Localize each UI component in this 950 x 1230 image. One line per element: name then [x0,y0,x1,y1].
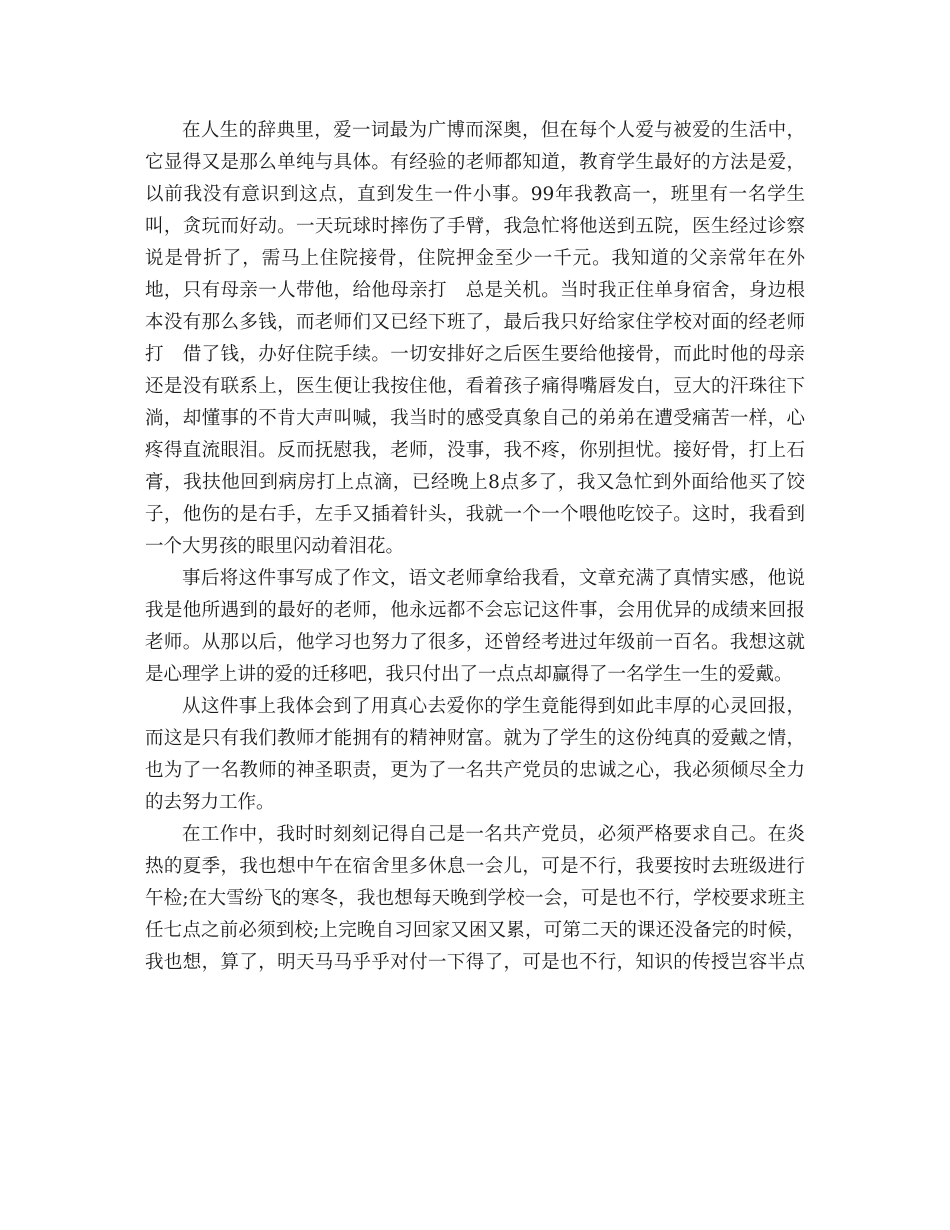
paragraph-1 [145,115,805,563]
text-line: 疼得直流眼泪。反而抚慰我，老师，没事，我不疼，你别担忧。接好骨，打上石 [145,440,805,461]
text-line: 事后将这件事写成了作文，语文老师拿给我看，文章充满了真情实感，他说 [182,568,805,589]
text-line: 而这是只有我们教师才能拥有的精神财富。就为了学生的这份纯真的爱戴之情， [145,728,805,749]
paragraph-4 [145,819,805,979]
text-line: 它显得又是那么单纯与具体。有经验的老师都知道，教育学生最好的方法是爱， [145,152,805,173]
text-line: 淌，却懂事的不肯大声叫喊，我当时的感受真象自己的弟弟在遭受痛苦一样，心 [145,408,805,429]
text-line: 子，他伤的是右手，左手又插着针头，我就一个一个喂他吃饺子。这时，我看到 [145,504,805,525]
paragraph-2 [145,563,805,691]
text-line: 在人生的辞典里，爱一词最为广博而深奥，但在每个人爱与被爱的生活中， [182,120,805,141]
text-line: 老师。从那以后，他学习也努力了很多，还曾经考进过年级前一百名。我想这就 [145,632,805,653]
text-line: 我也想，算了，明天马马乎乎对付一下得了，可是也不行，知识的传授岂容半点 [145,952,805,973]
text-line: 还是没有联系上，医生便让我按住他，看着孩子痛得嘴唇发白，豆大的汗珠往下 [145,376,805,397]
text-line: 说是骨折了，需马上住院接骨，住院押金至少一千元。我知道的父亲常年在外 [145,248,805,269]
text-line: 从这件事上我体会到了用真心去爱你的学生竟能得到如此丰厚的心灵回报， [182,696,805,717]
text-line: 地，只有母亲一人带他，给他母亲打 总是关机。当时我正住单身宿舍，身边根 [145,280,805,301]
text-line: 一个大男孩的眼里闪动着泪花。 [145,536,405,557]
text-line: 任七点之前必须到校;上完晚自习回家又困又累，可第二天的课还没备完的时候， [145,920,805,941]
text-line: 膏，我扶他回到病房打上点滴，已经晚上8点多了，我又急忙到外面给他买了饺 [145,472,805,493]
text-line: 以前我没有意识到这点，直到发生一件小事。99年我教高一，班里有一名学生 [145,184,805,205]
text-line: 在工作中，我时时刻刻记得自己是一名共产党员，必须严格要求自己。在炎 [182,824,805,845]
text-line: 午检;在大雪纷飞的寒冬，我也想每天晚到学校一会，可是也不行，学校要求班主 [145,888,805,909]
text-line: 叫，贪玩而好动。一天玩球时摔伤了手臂，我急忙将他送到五院，医生经过诊察 [145,216,805,237]
text-line: 的去努力工作。 [145,792,275,813]
text-line: 我是他所遇到的最好的老师，他永远都不会忘记这件事，会用优异的成绩来回报 [145,600,805,621]
document-body [145,115,805,979]
text-line: 是心理学上讲的爱的迁移吧，我只付出了一点点却赢得了一名学生一生的爱戴。 [145,664,793,685]
paragraph-3 [145,691,805,819]
text-line: 也为了一名教师的神圣职责，更为了一名共产党员的忠诚之心，我必须倾尽全力 [145,760,805,781]
text-line: 本没有那么多钱，而老师们又已经下班了，最后我只好给家住学校对面的经老师 [145,312,805,333]
text-line: 热的夏季，我也想中午在宿舍里多休息一会儿，可是不行，我要按时去班级进行 [145,856,805,877]
text-line: 打 借了钱，办好住院手续。一切安排好之后医生要给他接骨，而此时他的母亲 [145,344,805,365]
